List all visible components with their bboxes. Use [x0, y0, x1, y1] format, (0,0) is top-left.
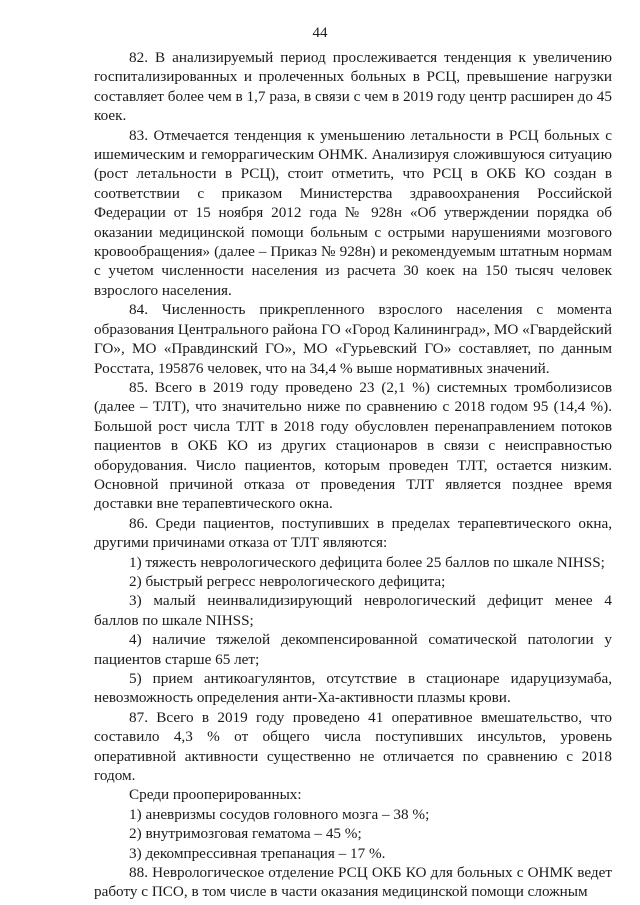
paragraph-85: 85. Всего в 2019 году проведено 23 (2,1 %) системных тромболизисов (далее – ТЛТ), что значительно ниже по сравнению с 2018 годом 95 (14,4 %). Большой рост числа ТЛТ в 2018 году обусловлен перенаправлением потоков пациентов в ОКБ КО из других стационаров в связи с неисправностью оборудования. Число пациентов, которым проведен ТЛТ, остается низким. Основной причиной отказа от проведения ТЛТ является позднее время доставки вне терапевтического окна. — [94, 378, 612, 513]
page-number: 44 — [312, 25, 328, 41]
paragraph-86: 86. Среди пациентов, поступивших в пределах терапевтического окна, другими причинами отказа от ТЛТ являются: — [94, 514, 612, 552]
list-item-86-5: 5) прием антикоагулянтов, отсутствие в стационаре идаруцизумаба, невозможность определения анти-Ха-активности плазмы крови. — [94, 670, 612, 707]
paragraph-88: 88. Неврологическое отделение РСЦ ОКБ КО для больных с ОНМК ведет работу с ПСО, в том числе в части оказания медицинской помощи сложным — [94, 864, 612, 901]
list-item-87-3: 3) декомпрессивная трепанация – 17 %. — [129, 844, 386, 862]
paragraph-82: 82. В анализируемый период прослеживается тенденция к увеличению госпитализированных и пролеченных больных в РСЦ, превышение нагрузки составляет более чем в 1,7 раза, в связи с чем в 2019 году центр расширен до 45 коек. — [94, 49, 612, 125]
list-item-86-2: 2) быстрый регресс неврологического дефицита; — [129, 572, 446, 590]
list-item-86-3: 3) малый неинвалидизирующий неврологический дефицит менее 4 баллов по шкале NIHSS; — [94, 592, 612, 629]
paragraph-87: 87. Всего в 2019 году проведено 41 оперативное вмешательство, что составило 4,3 % от общего числа поступивших инсультов, уровень оперативной активности существенно не отличается по сравнению с 2018 годом. — [94, 708, 612, 785]
paragraph-83: 83. Отмечается тенденция к уменьшению летальности в РСЦ больных с ишемическим и геморрагическим ОНМК. Анализируя сложившуюся ситуацию (рост летальности в РСЦ), стоит отметить, что РСЦ в ОКБ КО создан в соответствии с приказом Министерства здравоохранения Российской Федерации от 15 ноября 2012 года № 928н «Об утверждении порядка об оказании медицинской помощи больным с острыми нарушениями мозгового кровообращения» (далее – Приказ № 928н) и рекомендуемым штатным нормам с учетом численности населения из расчета 30 коек на 150 тысяч человек взрослого населения. — [94, 126, 612, 299]
paragraph-84: 84. Численность прикрепленного взрослого населения с момента образования Центрального района ГО «Город Калининград», МО «Гвардейский ГО», МО «Правдинский ГО», МО «Гурьевский ГО» составляет, по данным Росстата, 195876 человек, что на 34,4 % выше нормативных значений. — [94, 301, 612, 377]
list-item-87-1: 1) аневризмы сосудов головного мозга – 38 %; — [129, 805, 430, 823]
document-body — [94, 48, 612, 902]
list-item-86-4: 4) наличие тяжелой декомпенсированной соматической патологии у пациентов старше 65 лет; — [94, 631, 612, 668]
list-item-86-1: 1) тяжесть неврологического дефицита более 25 баллов по шкале NIHSS; — [129, 553, 605, 571]
operated-heading: Среди прооперированных: — [129, 786, 302, 804]
list-item-87-2: 2) внутримозговая гематома – 45 %; — [129, 825, 362, 843]
